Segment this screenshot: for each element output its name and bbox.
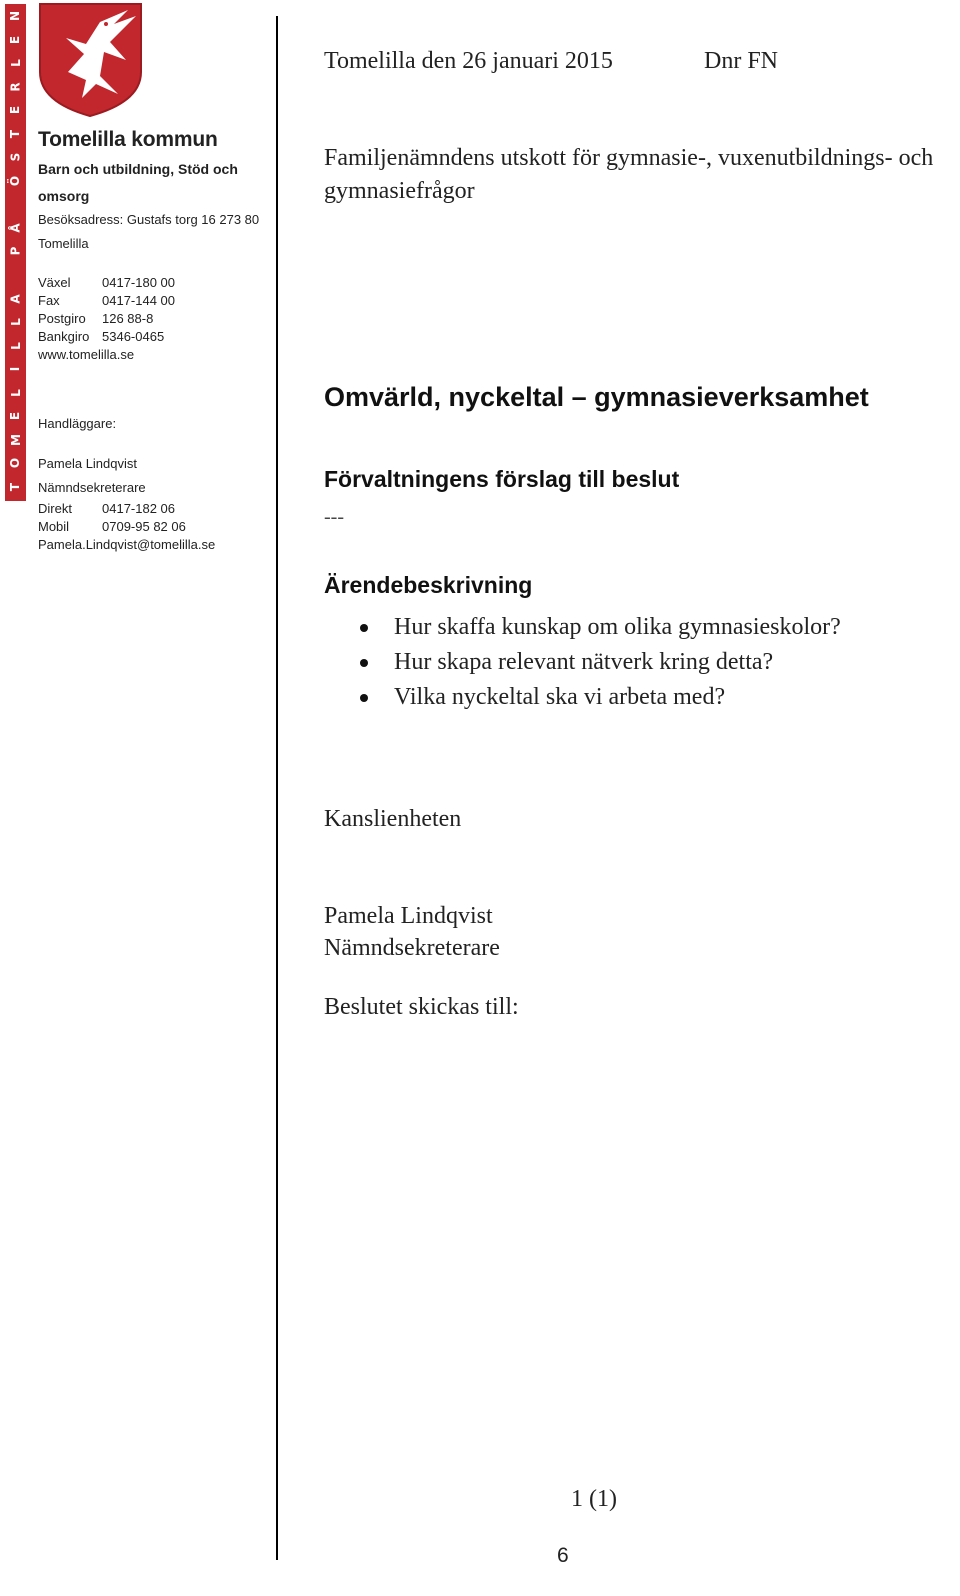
unit-name: Kanslienheten: [324, 806, 462, 832]
contact-value: 0417-144 00: [102, 293, 176, 308]
website-link[interactable]: www.tomelilla.se: [38, 347, 135, 362]
contact-label: Fax: [38, 293, 60, 308]
vertical-band-letter: T: [8, 482, 23, 492]
page-indicator: 1 (1): [571, 1486, 617, 1512]
vertical-band-letter: Ö: [8, 175, 23, 186]
list-item: Vilka nyckeltal ska vi arbeta med?: [324, 680, 924, 715]
vertical-band-letter: L: [8, 341, 23, 350]
vertical-band-letter: O: [8, 458, 23, 469]
date-line: [324, 48, 944, 75]
signer-block: [324, 900, 500, 964]
vertical-band-letter: E: [8, 106, 23, 115]
signer-name: Pamela Lindqvist: [324, 903, 493, 929]
direct-label: Direkt: [38, 501, 72, 516]
vertical-band-letter: T: [8, 129, 23, 138]
vertical-band-letter: Å: [8, 223, 23, 233]
handler-label: Handläggare:: [38, 416, 117, 431]
mobile-value: 0709-95 82 06: [102, 519, 186, 534]
direct-phone-row: [38, 500, 215, 518]
document-date: Tomelilla den 26 januari 2015: [324, 48, 613, 74]
department-name: Barn och utbildning, Stöd och omsorg: [38, 161, 238, 204]
vertical-band-letter: L: [8, 388, 23, 397]
contact-value: 5346-0465: [102, 329, 165, 344]
proposal-text: ---: [324, 506, 344, 528]
dnr-reference: Dnr FN: [704, 48, 779, 74]
vertical-band-letter: M: [8, 433, 23, 446]
vertical-band-letter: L: [8, 318, 23, 326]
document-title: Omvärld, nyckeltal – gymnasieverksamhet: [324, 382, 869, 412]
signer-title: Nämndsekreterare: [324, 935, 500, 961]
municipal-crest-logo: [38, 2, 143, 118]
proposal-heading: Förvaltningens förslag till beslut: [324, 466, 680, 492]
handler-name: Pamela Lindqvist: [38, 456, 137, 471]
vertical-municipality-band: [5, 4, 26, 501]
question-list: [324, 610, 924, 715]
contact-label: Växel: [38, 275, 71, 290]
vertical-band-letter: N: [8, 10, 23, 22]
mobile-phone-row: [38, 518, 215, 536]
list-item: Hur skaffa kunskap om olika gymnasieskolor?: [324, 610, 924, 645]
send-to-label: Beslutet skickas till:: [324, 994, 519, 1020]
contact-value: 0417-180 00: [102, 275, 176, 290]
vertical-band-letter: L: [8, 59, 23, 67]
vertical-band-letter: E: [8, 412, 23, 421]
org-name: Tomelilla kommun: [38, 128, 218, 151]
vertical-band-letter: R: [8, 82, 23, 92]
contact-row: [38, 274, 175, 292]
contact-label: Postgiro: [38, 311, 86, 326]
list-item: Hur skapa relevant nätverk kring detta?: [324, 645, 924, 680]
contact-row: [38, 292, 175, 310]
visit-address: Besöksadress: Gustafs torg 16 273 80 Tomelilla: [38, 212, 260, 251]
vertical-divider: [276, 16, 278, 1560]
contact-value: 126 88-8: [102, 311, 154, 326]
handler-block: [38, 452, 146, 500]
description-heading: Ärendebeskrivning: [324, 572, 533, 598]
vertical-band-letter: S: [8, 152, 23, 162]
contact-block: [38, 274, 175, 364]
vertical-band-letter: A: [8, 293, 23, 304]
contact-row: [38, 328, 175, 346]
handler-contact-block: [38, 500, 215, 554]
vertical-band-letter: P: [8, 247, 23, 256]
email-link[interactable]: Pamela.Lindqvist@tomelilla.se: [38, 537, 216, 552]
mobile-label: Mobil: [38, 519, 70, 534]
contact-label: Bankgiro: [38, 329, 90, 344]
footer-page-number: 6: [557, 1544, 569, 1567]
committee-name: Familjenämndens utskott för gymnasie-, vuxenutbildnings- och gymnasiefrågor: [324, 145, 934, 204]
vertical-band-letter: I: [8, 366, 23, 372]
direct-value: 0417-182 06: [102, 501, 176, 516]
vertical-band-letter: E: [8, 35, 23, 44]
handler-title: Nämndsekreterare: [38, 480, 146, 495]
contact-row: [38, 310, 175, 328]
